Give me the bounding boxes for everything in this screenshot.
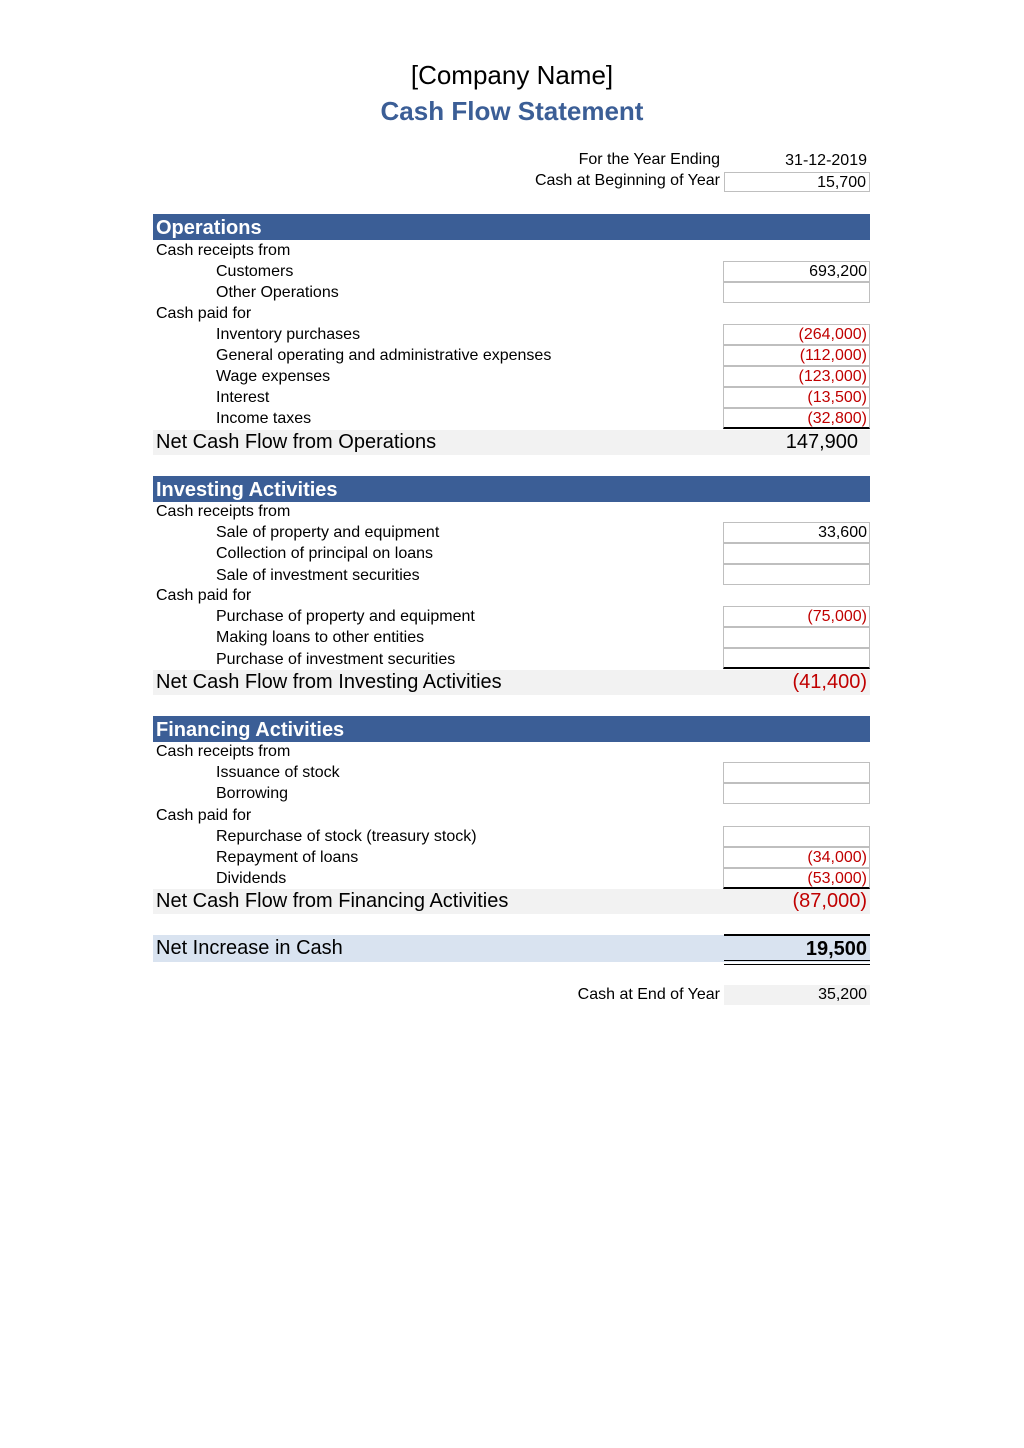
investing-receipt-value[interactable] (723, 543, 870, 564)
financing-paid-item-value[interactable] (723, 826, 870, 847)
investing-heading: Investing Activities (153, 476, 870, 502)
investing-paid-label: Cash paid for (156, 587, 252, 604)
operations-paid-item-label: Inventory purchases (216, 326, 361, 343)
operations-net-value: 147,900 (785, 431, 858, 453)
financing-receipt-label: Issuance of stock (216, 764, 340, 781)
end-cash-value: 35,200 (724, 985, 870, 1005)
financing-receipt-value[interactable] (723, 783, 870, 804)
financing-net-value: (87,000) (792, 890, 867, 912)
operations-receipt-value[interactable] (723, 282, 870, 303)
operations-paid-item-value[interactable]: (264,000) (723, 324, 870, 345)
financing-receipts-label: Cash receipts from (156, 743, 291, 760)
investing-paid-item-value[interactable]: (75,000) (723, 606, 870, 627)
investing-net-value: (41,400) (792, 671, 867, 693)
investing-paid-item-label: Purchase of investment securities (216, 651, 456, 668)
end-cash-label: Cash at End of Year (577, 986, 720, 1003)
operations-receipts-label: Cash receipts from (156, 242, 291, 259)
year-ending-value[interactable]: 31-12-2019 (785, 152, 867, 169)
operations-paid-item-value[interactable]: (32,800) (723, 408, 870, 429)
document-title: Cash Flow Statement (380, 96, 644, 126)
operations-receipt-label: Customers (216, 263, 294, 280)
investing-receipt-label: Collection of principal on loans (216, 545, 434, 562)
year-ending-label: For the Year Ending (578, 151, 720, 168)
investing-paid-item-value[interactable] (723, 648, 870, 669)
operations-receipt-label: Other Operations (216, 284, 339, 301)
double-underline (724, 960, 870, 965)
investing-receipt-label: Sale of investment securities (216, 567, 420, 584)
financing-receipt-value[interactable] (723, 762, 870, 783)
investing-receipt-label: Sale of property and equipment (216, 524, 440, 541)
investing-net-label: Net Cash Flow from Investing Activities (156, 671, 502, 693)
investing-paid-item-label: Purchase of property and equipment (216, 608, 475, 625)
operations-net-label: Net Cash Flow from Operations (156, 431, 437, 453)
financing-paid-item-label: Repayment of loans (216, 849, 359, 866)
beginning-cash-label: Cash at Beginning of Year (534, 172, 720, 189)
operations-paid-item-label: Income taxes (216, 410, 312, 427)
investing-receipts-label: Cash receipts from (156, 503, 291, 520)
operations-receipt-value[interactable]: 693,200 (723, 261, 870, 282)
operations-paid-item-label: Wage expenses (216, 368, 331, 385)
operations-paid-item-value[interactable]: (112,000) (723, 345, 870, 366)
financing-paid-item-label: Repurchase of stock (treasury stock) (216, 828, 477, 845)
beginning-cash-value[interactable]: 15,700 (724, 172, 870, 192)
investing-receipt-value[interactable] (723, 564, 870, 585)
operations-paid-item-value[interactable]: (123,000) (723, 366, 870, 387)
financing-paid-item-value[interactable]: (53,000) (723, 868, 870, 889)
financing-paid-label: Cash paid for (156, 807, 252, 824)
operations-paid-item-value[interactable]: (13,500) (723, 387, 870, 408)
financing-net-label: Net Cash Flow from Financing Activities (156, 890, 509, 912)
investing-paid-item-label: Making loans to other entities (216, 629, 425, 646)
financing-receipt-label: Borrowing (216, 785, 289, 802)
operations-paid-item-label: Interest (216, 389, 270, 406)
company-name: [Company Name] (410, 60, 614, 90)
investing-receipt-value[interactable]: 33,600 (723, 522, 870, 543)
financing-heading: Financing Activities (153, 716, 870, 742)
net-increase-label: Net Increase in Cash (156, 937, 343, 959)
net-increase-value: 19,500 (724, 934, 870, 963)
operations-paid-item-label: General operating and administrative expenses (216, 347, 552, 364)
financing-paid-item-label: Dividends (216, 870, 287, 887)
operations-heading: Operations (153, 214, 870, 240)
investing-paid-item-value[interactable] (723, 627, 870, 648)
operations-paid-label: Cash paid for (156, 305, 252, 322)
financing-paid-item-value[interactable]: (34,000) (723, 847, 870, 868)
